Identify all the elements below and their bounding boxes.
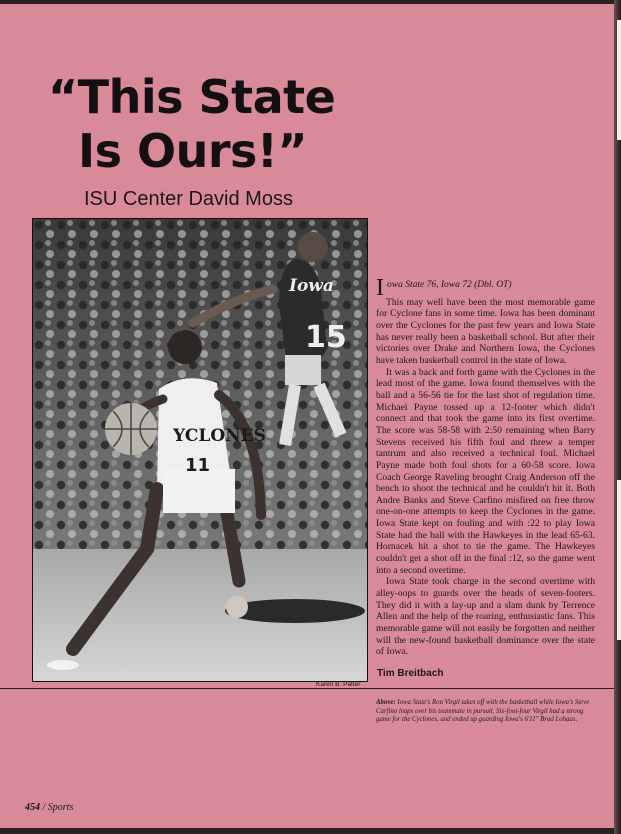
headline-line-2: Is Ours!” <box>78 124 308 178</box>
article-paragraph: This may well have been the most memorable game for Cyclone fans in some time. Iowa has been dominant over the Cyclones for the past few years and Iowa State has never really been a basketball school. But after their victories over Drake and Northern Iowa, the Cyclones have taken basketball control in the state of Iowa. <box>376 296 595 366</box>
iowa-jersey-text: Iowa <box>289 276 334 296</box>
article-body <box>376 275 595 658</box>
photo-caption <box>376 699 596 725</box>
basketball-photo <box>32 218 368 682</box>
drop-cap: I <box>376 275 384 301</box>
photo-illustration <box>33 219 367 681</box>
article-paragraph: Iowa State took charge in the second overtime with alley-oops to guards over the heads of seven-footers. They did it with a lay-up and a slam dunk by Terrence Allen and the help of the roaring, enthusiastic fans. This memorable game will not easily be forgotten and neither will the new-found basketball dominance over the state of Iowa. <box>376 576 595 658</box>
page-edge <box>614 0 621 834</box>
divider <box>0 688 614 689</box>
page-tab <box>617 20 621 140</box>
magazine-page <box>0 4 614 828</box>
cyclones-jersey-text: YCLONES <box>173 426 266 446</box>
page-number: 454 <box>25 802 40 813</box>
byline: Tim Breitbach <box>377 668 444 679</box>
photo-credit: Karen B. Patter <box>316 681 361 688</box>
article-dateline <box>376 275 595 301</box>
subtitle: ISU Center David Moss <box>84 188 293 210</box>
headline-line-1: “This State <box>48 70 336 124</box>
dateline-text: owa State 76, Iowa 72 (Dbl. OT) <box>387 280 512 290</box>
page-folio <box>25 802 73 813</box>
caption-lead: Above: <box>376 699 396 706</box>
section-name: / Sports <box>40 802 74 813</box>
caption-text: Iowa State's Ron Virgil takes off with the basketball while Iowa's Steve Carfino leaps over his teammate in pursuit. Six-foot-four Virgil had a strong game for the Cyclones, and ended up guarding Iowa's 6'11" Brad Lohaus. <box>376 699 590 724</box>
article-paragraph: It was a back and forth game with the Cyclones in the lead most of the game. Iowa found themselves with the ball and a 56-56 tie for the last shot of regulation time. Michael Payne tossed up a 12-footer which didn't connect and that took the game into its first overtime. The score was 58-58 with 2:50 remaining when Barry Stevens received his fifth foul and threw a temper tantrum and also received a technical foul. Michael Payne made both foul shots for a 60-58 score. Iowa Coach George Raveling brought Craig Anderson off the bench to shoot the technical and he couldn't hit it. Both Andre Banks and Steve Carfino misfired on free throw one-on-one attempts to keep the Cyclones in the game. Iowa State kept on fouling and with :22 to play Iowa State had the ball with the Hawkeyes in the lead 65-63. Hornacek hit a shot to tie the game. The Hawkeyes couldn't get a shot off in the final :12, so the game went into a second overtime. <box>376 366 595 576</box>
iowa-jersey-number: 15 <box>305 320 347 355</box>
cyclones-jersey-number: 11 <box>185 455 211 476</box>
page-tab <box>617 480 621 640</box>
headline <box>48 70 388 178</box>
